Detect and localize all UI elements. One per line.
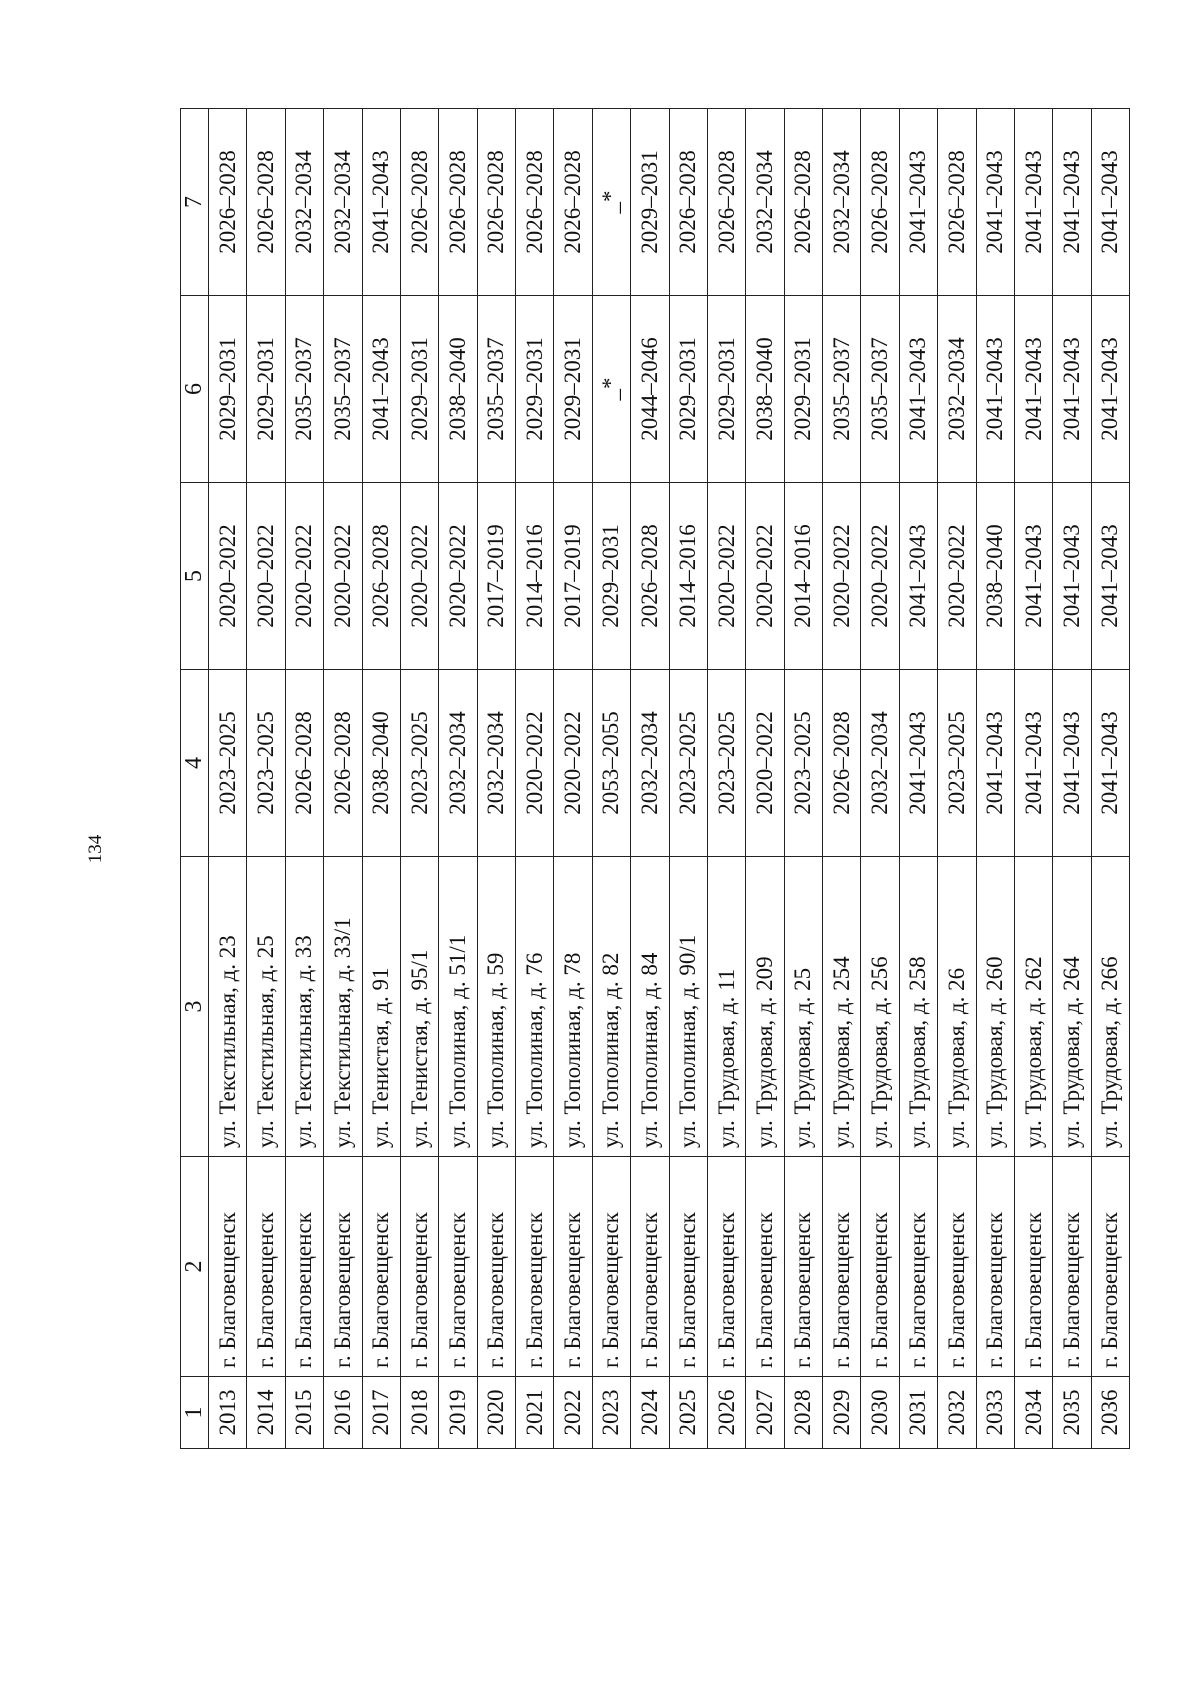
row-number-cell: 2033 <box>976 1377 1014 1449</box>
period-cell: 2026–2028 <box>707 109 745 296</box>
row-number-cell: 2025 <box>669 1377 707 1449</box>
period-cell: 2020–2022 <box>554 670 592 857</box>
period-cell: 2041–2043 <box>362 109 400 296</box>
address-cell: ул. Трудовая, д. 266 <box>1091 857 1129 1157</box>
row-number-cell: 2028 <box>784 1377 822 1449</box>
period-cell: 2041–2043 <box>1014 483 1052 670</box>
city-cell: г. Благовещенск <box>707 1157 745 1377</box>
city-cell: г. Благовещенск <box>209 1157 247 1377</box>
row-number-cell: 2015 <box>285 1377 323 1449</box>
city-cell: г. Благовещенск <box>746 1157 784 1377</box>
period-cell: 2041–2043 <box>1053 109 1091 296</box>
period-cell: 2029–2031 <box>247 296 285 483</box>
period-cell: 2041–2043 <box>899 670 937 857</box>
row-number-cell: 2029 <box>823 1377 861 1449</box>
address-cell: ул. Трудовая, д. 254 <box>823 857 861 1157</box>
address-cell: ул. Текстильная, д. 23 <box>209 857 247 1157</box>
period-cell: 2029–2031 <box>669 296 707 483</box>
period-cell: 2041–2043 <box>899 483 937 670</box>
period-cell: 2020–2022 <box>746 483 784 670</box>
table-body <box>209 109 1130 1449</box>
address-cell: ул. Тополиная, д. 76 <box>516 857 554 1157</box>
city-cell: г. Благовещенск <box>477 1157 515 1377</box>
row-number-cell: 2032 <box>938 1377 976 1449</box>
row-number-cell: 2027 <box>746 1377 784 1449</box>
column-header: 1 <box>181 1377 209 1449</box>
row-number-cell: 2036 <box>1091 1377 1129 1449</box>
period-cell: 2026–2028 <box>400 109 438 296</box>
period-cell: 2041–2043 <box>1014 670 1052 857</box>
period-cell: 2041–2043 <box>1053 296 1091 483</box>
period-cell: 2026–2028 <box>362 483 400 670</box>
period-cell: 2026–2028 <box>209 109 247 296</box>
row-number-cell: 2023 <box>592 1377 630 1449</box>
table-row <box>400 109 438 1449</box>
address-cell: ул. Тенистая, д. 91 <box>362 857 400 1157</box>
period-cell: 2041–2043 <box>976 109 1014 296</box>
row-number-cell: 2031 <box>899 1377 937 1449</box>
period-cell: 2026–2028 <box>439 109 477 296</box>
period-cell: 2041–2043 <box>1014 109 1052 296</box>
period-cell: 2041–2043 <box>976 670 1014 857</box>
city-cell: г. Благовещенск <box>823 1157 861 1377</box>
row-number-cell: 2019 <box>439 1377 477 1449</box>
period-cell: 2032–2034 <box>746 109 784 296</box>
column-header: 7 <box>181 109 209 296</box>
row-number-cell: 2021 <box>516 1377 554 1449</box>
period-cell: 2041–2043 <box>1053 483 1091 670</box>
period-cell: 2023–2025 <box>707 670 745 857</box>
period-cell: 2023–2025 <box>669 670 707 857</box>
period-cell: 2041–2043 <box>362 296 400 483</box>
address-cell: ул. Тополиная, д. 84 <box>631 857 669 1157</box>
row-number-cell: 2014 <box>247 1377 285 1449</box>
period-cell: 2029–2031 <box>209 296 247 483</box>
city-cell: г. Благовещенск <box>784 1157 822 1377</box>
address-cell: ул. Трудовая, д. 209 <box>746 857 784 1157</box>
row-number-cell: 2020 <box>477 1377 515 1449</box>
address-cell: ул. Текстильная, д. 33/1 <box>324 857 362 1157</box>
registry-table <box>180 108 1130 1449</box>
period-cell: 2041–2043 <box>976 296 1014 483</box>
period-cell: 2023–2025 <box>247 670 285 857</box>
table-row <box>707 109 745 1449</box>
table-row <box>861 109 899 1449</box>
period-cell: 2032–2034 <box>861 670 899 857</box>
period-cell: 2038–2040 <box>746 296 784 483</box>
period-cell: 2038–2040 <box>976 483 1014 670</box>
period-cell: 2020–2022 <box>400 483 438 670</box>
period-cell: 2020–2022 <box>707 483 745 670</box>
period-cell: 2026–2028 <box>554 109 592 296</box>
period-cell: 2041–2043 <box>899 109 937 296</box>
period-cell: 2023–2025 <box>784 670 822 857</box>
period-cell: 2029–2031 <box>707 296 745 483</box>
period-cell: 2026–2028 <box>516 109 554 296</box>
page-number: 134 <box>85 834 106 864</box>
period-cell: 2026–2028 <box>669 109 707 296</box>
city-cell: г. Благовещенск <box>861 1157 899 1377</box>
row-number-cell: 2035 <box>1053 1377 1091 1449</box>
table-row <box>362 109 400 1449</box>
address-cell: ул. Тополиная, д. 59 <box>477 857 515 1157</box>
address-cell: ул. Трудовая, д. 260 <box>976 857 1014 1157</box>
city-cell: г. Благовещенск <box>592 1157 630 1377</box>
table-row <box>938 109 976 1449</box>
table-row <box>1053 109 1091 1449</box>
address-cell: ул. Трудовая, д. 262 <box>1014 857 1052 1157</box>
period-cell: 2029–2031 <box>631 109 669 296</box>
city-cell: г. Благовещенск <box>1014 1157 1052 1377</box>
column-header: 4 <box>181 670 209 857</box>
period-cell: 2032–2034 <box>631 670 669 857</box>
period-cell: 2020–2022 <box>247 483 285 670</box>
table-row <box>823 109 861 1449</box>
row-number-cell: 2016 <box>324 1377 362 1449</box>
period-cell: 2014–2016 <box>516 483 554 670</box>
period-cell: 2041–2043 <box>1014 296 1052 483</box>
city-cell: г. Благовещенск <box>285 1157 323 1377</box>
table-row <box>1091 109 1129 1449</box>
period-cell: 2014–2016 <box>669 483 707 670</box>
period-cell: 2041–2043 <box>1091 670 1129 857</box>
period-cell: 2029–2031 <box>400 296 438 483</box>
period-cell: 2020–2022 <box>861 483 899 670</box>
period-cell: 2041–2043 <box>1091 109 1129 296</box>
period-cell: 2014–2016 <box>784 483 822 670</box>
period-cell: 2017–2019 <box>554 483 592 670</box>
address-cell: ул. Тополиная, д. 90/1 <box>669 857 707 1157</box>
period-cell: 2032–2034 <box>439 670 477 857</box>
row-number-cell: 2030 <box>861 1377 899 1449</box>
table-row <box>516 109 554 1449</box>
city-cell: г. Благовещенск <box>976 1157 1014 1377</box>
period-cell: 2026–2028 <box>784 109 822 296</box>
row-number-cell: 2017 <box>362 1377 400 1449</box>
period-cell: 2017–2019 <box>477 483 515 670</box>
row-number-cell: 2013 <box>209 1377 247 1449</box>
period-cell: 2032–2034 <box>324 109 362 296</box>
address-cell: ул. Трудовая, д. 26 <box>938 857 976 1157</box>
period-cell: 2032–2034 <box>823 109 861 296</box>
period-cell: 2035–2037 <box>285 296 323 483</box>
period-cell: 2053–2055 <box>592 670 630 857</box>
period-cell: 2029–2031 <box>592 483 630 670</box>
period-cell: 2020–2022 <box>285 483 323 670</box>
city-cell: г. Благовещенск <box>1053 1157 1091 1377</box>
table-row <box>899 109 937 1449</box>
period-cell: _* <box>592 109 630 296</box>
period-cell: 2038–2040 <box>362 670 400 857</box>
city-cell: г. Благовещенск <box>899 1157 937 1377</box>
period-cell: 2020–2022 <box>938 483 976 670</box>
period-cell: 2029–2031 <box>516 296 554 483</box>
period-cell: 2035–2037 <box>823 296 861 483</box>
table-row <box>477 109 515 1449</box>
period-cell: 2023–2025 <box>938 670 976 857</box>
period-cell: 2026–2028 <box>324 670 362 857</box>
city-cell: г. Благовещенск <box>554 1157 592 1377</box>
table-row <box>631 109 669 1449</box>
address-cell: ул. Тенистая, д. 95/1 <box>400 857 438 1157</box>
column-header: 6 <box>181 296 209 483</box>
period-cell: 2020–2022 <box>746 670 784 857</box>
period-cell: 2032–2034 <box>938 296 976 483</box>
column-header: 5 <box>181 483 209 670</box>
city-cell: г. Благовещенск <box>439 1157 477 1377</box>
address-cell: ул. Трудовая, д. 11 <box>707 857 745 1157</box>
address-cell: ул. Тополиная, д. 78 <box>554 857 592 1157</box>
period-cell: 2041–2043 <box>1091 483 1129 670</box>
address-cell: ул. Тополиная, д. 82 <box>592 857 630 1157</box>
city-cell: г. Благовещенск <box>669 1157 707 1377</box>
period-cell: 2026–2028 <box>938 109 976 296</box>
table-row <box>554 109 592 1449</box>
period-cell: 2020–2022 <box>516 670 554 857</box>
table-row <box>784 109 822 1449</box>
city-cell: г. Благовещенск <box>324 1157 362 1377</box>
period-cell: 2023–2025 <box>209 670 247 857</box>
period-cell: 2026–2028 <box>631 483 669 670</box>
table-row <box>592 109 630 1449</box>
address-cell: ул. Текстильная, д. 25 <box>247 857 285 1157</box>
period-cell: 2029–2031 <box>784 296 822 483</box>
table-row <box>1014 109 1052 1449</box>
table-row <box>285 109 323 1449</box>
period-cell: 2032–2034 <box>477 670 515 857</box>
table-row <box>324 109 362 1449</box>
address-cell: ул. Трудовая, д. 264 <box>1053 857 1091 1157</box>
table-row <box>976 109 1014 1449</box>
period-cell: 2038–2040 <box>439 296 477 483</box>
address-cell: ул. Текстильная, д. 33 <box>285 857 323 1157</box>
city-cell: г. Благовещенск <box>400 1157 438 1377</box>
table-header-row <box>181 109 209 1449</box>
rotated-table-container <box>180 109 1130 1449</box>
row-number-cell: 2018 <box>400 1377 438 1449</box>
column-header: 3 <box>181 857 209 1157</box>
period-cell: 2029–2031 <box>554 296 592 483</box>
period-cell: _* <box>592 296 630 483</box>
period-cell: 2020–2022 <box>324 483 362 670</box>
period-cell: 2020–2022 <box>823 483 861 670</box>
address-cell: ул. Трудовая, д. 25 <box>784 857 822 1157</box>
period-cell: 2026–2028 <box>861 109 899 296</box>
city-cell: г. Благовещенск <box>247 1157 285 1377</box>
address-cell: ул. Тополиная, д. 51/1 <box>439 857 477 1157</box>
table-row <box>439 109 477 1449</box>
period-cell: 2032–2034 <box>285 109 323 296</box>
period-cell: 2020–2022 <box>209 483 247 670</box>
row-number-cell: 2024 <box>631 1377 669 1449</box>
row-number-cell: 2034 <box>1014 1377 1052 1449</box>
period-cell: 2026–2028 <box>247 109 285 296</box>
table-row <box>247 109 285 1449</box>
address-cell: ул. Трудовая, д. 256 <box>861 857 899 1157</box>
period-cell: 2041–2043 <box>899 296 937 483</box>
city-cell: г. Благовещенск <box>1091 1157 1129 1377</box>
period-cell: 2026–2028 <box>285 670 323 857</box>
period-cell: 2035–2037 <box>477 296 515 483</box>
city-cell: г. Благовещенск <box>362 1157 400 1377</box>
period-cell: 2026–2028 <box>477 109 515 296</box>
period-cell: 2044–2046 <box>631 296 669 483</box>
table-row <box>669 109 707 1449</box>
period-cell: 2041–2043 <box>1053 670 1091 857</box>
row-number-cell: 2026 <box>707 1377 745 1449</box>
period-cell: 2035–2037 <box>324 296 362 483</box>
period-cell: 2020–2022 <box>439 483 477 670</box>
period-cell: 2035–2037 <box>861 296 899 483</box>
period-cell: 2023–2025 <box>400 670 438 857</box>
address-cell: ул. Трудовая, д. 258 <box>899 857 937 1157</box>
city-cell: г. Благовещенск <box>938 1157 976 1377</box>
table-row <box>209 109 247 1449</box>
table-row <box>746 109 784 1449</box>
period-cell: 2041–2043 <box>1091 296 1129 483</box>
column-header: 2 <box>181 1157 209 1377</box>
row-number-cell: 2022 <box>554 1377 592 1449</box>
period-cell: 2026–2028 <box>823 670 861 857</box>
city-cell: г. Благовещенск <box>631 1157 669 1377</box>
city-cell: г. Благовещенск <box>516 1157 554 1377</box>
